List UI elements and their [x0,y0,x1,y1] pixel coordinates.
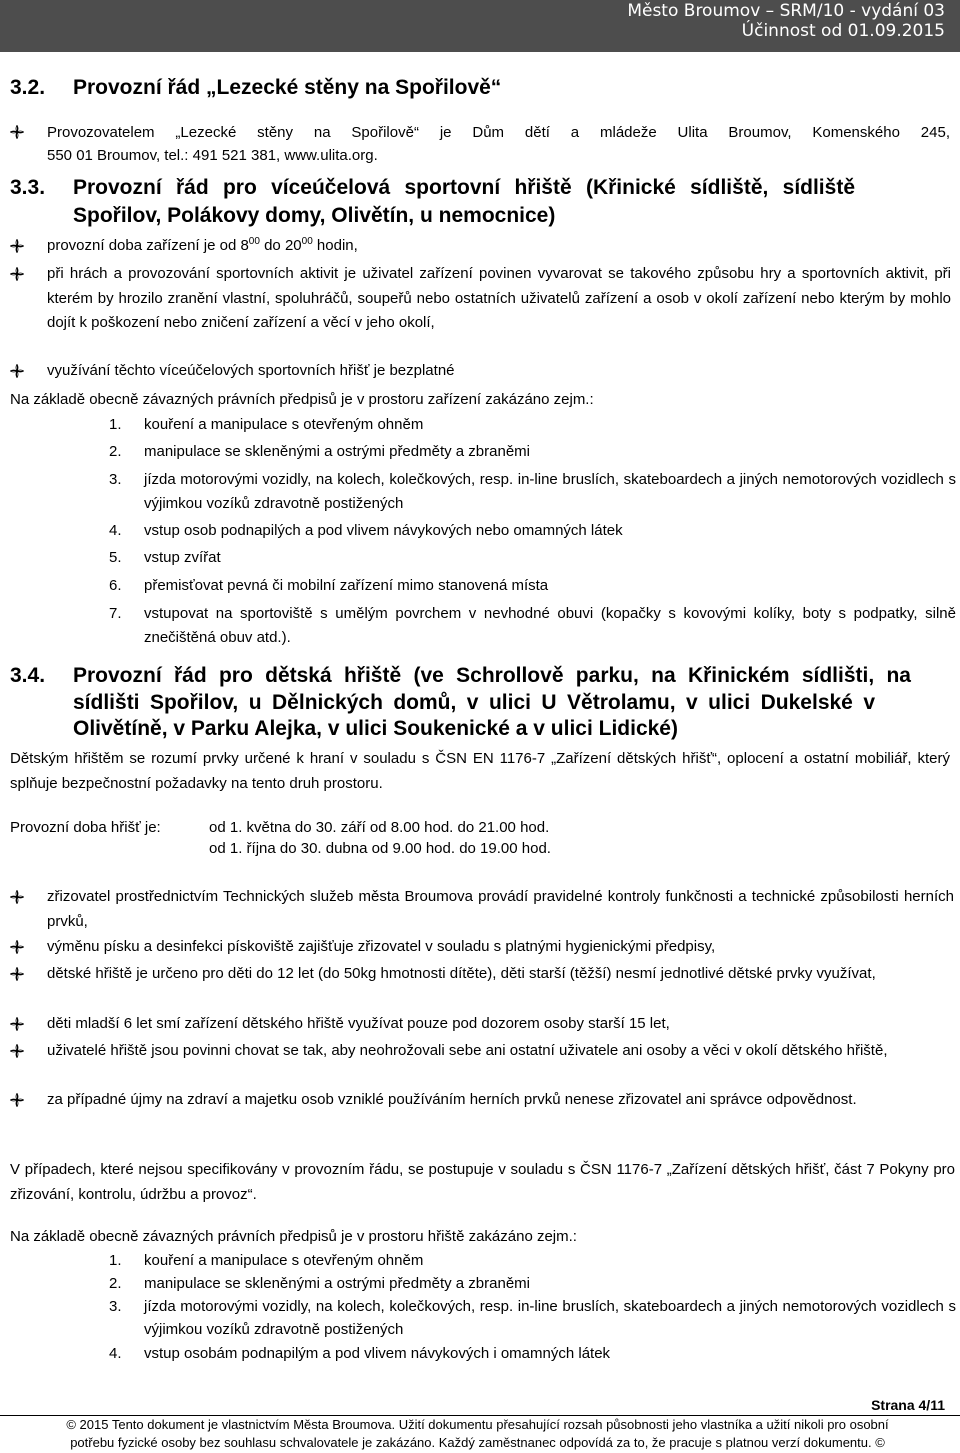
four-petal-diamond-icon [10,890,24,904]
operating-hours-bullet: provozní doba zařízení je od $8^{00}$ do $20^{00}$ hodin, [47,236,358,254]
section-3-3-title-line2: Spořilov, Polákovy domy, Olivětín, u nemocnice) [73,204,556,227]
list-number: 4. [109,1345,122,1362]
other-cases-paragraph: V případech, které nejsou specifikovány v provozním řádu, se postupuje v souladu s ČSN 1176-7 „Zařízení dětských hřišť, část 7 Pokyny pro zřizování, kontrolu, údržbu a provoz“. [10,1161,955,1203]
footer-copyright-line2: potřebu fyzické osoby bez souhlasu schvalovatele je zakázáno. Každý zaměstnanec odpovídá za to, že pracuje s platnou verzí dokumentu. © [70,1435,885,1450]
document-header [0,0,960,52]
list-item: vstup osob podnapilých a pod vlivem návykových nebo omamných látek [144,522,623,539]
section-3-4-number: 3.4. [10,664,46,687]
list-item: vstupovat na sportoviště s umělým povrchem v nevhodné obuvi (kopačky s kovovými kolíky, boty s podpatky, silně znečištěná obuv atd.). [144,605,956,646]
section-3-2-operator-line1: Provozovatelem „Lezecké stěny na Spořilově“ je Dům dětí a mládeže Ulita Broumov, Komenského 245, [47,124,950,141]
section-3-3-number: 3.3. [10,176,46,199]
list-item: jízda motorovými vozidly, na kolech, kolečkových, resp. in-line bruslích, skateboardech a jiných nemotorových vozidlech s výjimkou vozíků zdravotně postižených [144,471,956,512]
list-item: přemisťovat pevná či mobilní zařízení mimo stanovená místa [144,577,549,594]
list-item: manipulace se skleněnými a ostrými předměty a zbraněmi [144,1275,530,1292]
list-item: kouření a manipulace s otevřeným ohněm [144,1252,424,1269]
list-number: 1. [109,1252,122,1269]
playground-rule: zřizovatel prostřednictvím Technických služeb města Broumova provádí pravidelné kontroly funkčnosti a technické způsobilosti herních prvků, [47,888,954,930]
header-effective-date: Účinnost od 01.09.2015 [741,21,945,41]
playground-rule: dětské hřiště je určeno pro děti do 12 let (do 50kg hmotnosti dítěte), děti starší (těžší) nesmí jednotlivé dětské prvky využívat, [47,965,876,982]
games-behavior-bullet: při hrách a provozování sportovních aktivit je uživatel zařízení povinen vyvarovat se takového způsobu hry a sportovních aktivit, při kterém by hrozilo zranění vlastní, spoluhráčů, soupeřů nebo ostatních uživatelů zařízení a osob v okolí zařízení nebo kterým by mohlo dojít k poškození nebo zničení zařízení a věcí v jeho okolí, [47,265,951,331]
four-petal-diamond-icon [10,967,24,981]
section-3-3-prohibited-intro: Na základě obecně závazných právních předpisů je v prostoru zařízení zakázáno zejm.: [10,391,594,408]
section-3-2-heading: 3.2. Provozní řád „Lezecké stěny na Spořilově“ [10,76,502,99]
section-3-3-title-line1: Provozní řád pro víceúčelová sportovní hřiště (Křinické sídliště, sídliště [73,176,855,199]
section-3-4-title-line2: sídlišti Spořilov, u Dělnických domů, v ulici U Větrolamu, v ulici Dukelské v [73,691,875,714]
list-item: manipulace se skleněnými a ostrými předměty a zbraněmi [144,443,530,460]
footer-copyright-line1: © 2015 Tento dokument je vlastnictvím Města Broumova. Užití dokumentu přesahující rozsah působnosti jeho vlastníka a užití nikoli pro osobní [66,1417,889,1432]
list-number: 5. [109,549,122,566]
playground-rule: za případné újmy na zdraví a majetku osob vzniklé používáním herních prvků nenese zřizovatel ani správce odpovědnost. [47,1091,857,1108]
header-document-id: Město Broumov – SRM/10 - vydání 03 [627,1,945,21]
list-number: 7. [109,605,122,622]
four-petal-diamond-icon [10,1093,24,1107]
four-petal-diamond-icon [10,364,24,378]
four-petal-diamond-icon [10,1017,24,1031]
list-number: 2. [109,443,122,460]
list-item: vstup osobám podnapilým a pod vlivem návykových i omamných látek [144,1345,611,1362]
list-number: 3. [109,1298,122,1315]
list-item: jízda motorovými vozidly, na kolech, kolečkových, resp. in-line bruslích, skateboardech a jiných nemotorových vozidlech s výjimkou vozíků zdravotně postižených [144,1298,956,1338]
free-use-bullet: využívání těchto víceúčelových sportovních hřišť je bezplatné [47,362,455,379]
section-3-2-operator-line2: 550 01 Broumov, tel.: 491 521 381, www.ulita.org. [47,147,378,164]
list-number: 2. [109,1275,122,1292]
hours-label: Provozní doba hřišť je: [10,819,161,836]
four-petal-diamond-icon [10,267,24,281]
list-number: 1. [109,416,122,433]
list-number: 6. [109,577,122,594]
four-petal-diamond-icon [10,1044,24,1058]
playground-rule: uživatelé hřiště jsou povinni chovat se tak, aby neohrožovali sebe ani ostatní uživatele ani osoby a věci v okolí dětského hřiště, [47,1042,888,1059]
hours-winter: od 1. října do 30. dubna od 9.00 hod. do 19.00 hod. [209,840,551,857]
list-number: 3. [109,471,122,488]
section-3-4-prohibited-intro: Na základě obecně závazných právních předpisů je v prostoru hřiště zakázáno zejm.: [10,1228,577,1245]
four-petal-diamond-icon [10,239,24,253]
page-number: Strana 4/11 [871,1397,945,1413]
four-petal-diamond-icon [10,940,24,954]
section-3-4-title-line1: Provozní řád pro dětská hřiště (ve Schrollově parku, na Křinickém sídlišti, na [73,664,911,687]
playground-rule: děti mladší 6 let smí zařízení dětského hřiště využívat pouze pod dozorem osoby starší 15 let, [47,1015,670,1032]
list-number: 4. [109,522,122,539]
list-item: vstup zvířat [144,549,221,566]
section-3-4-title-line3: Olivětíně, v Parku Alejka, v ulici Soukenické a v ulici Lidické) [73,717,678,740]
list-item: kouření a manipulace s otevřeným ohněm [144,416,424,433]
four-petal-diamond-icon [10,125,24,139]
playground-definition: Dětským hřištěm se rozumí prvky určené k hraní v souladu s ČSN EN 1176-7 „Zařízení dětských hřišť“, oplocení a ostatní mobiliář, který splňuje bezpečnostní požadavky na tento druh prostoru. [10,750,950,792]
playground-rule: výměnu písku a desinfekci pískoviště zajišťuje zřizovatel v souladu s platnými hygienickými předpisy, [47,938,716,955]
hours-summer: od 1. května do 30. září od 8.00 hod. do 21.00 hod. [209,819,550,836]
